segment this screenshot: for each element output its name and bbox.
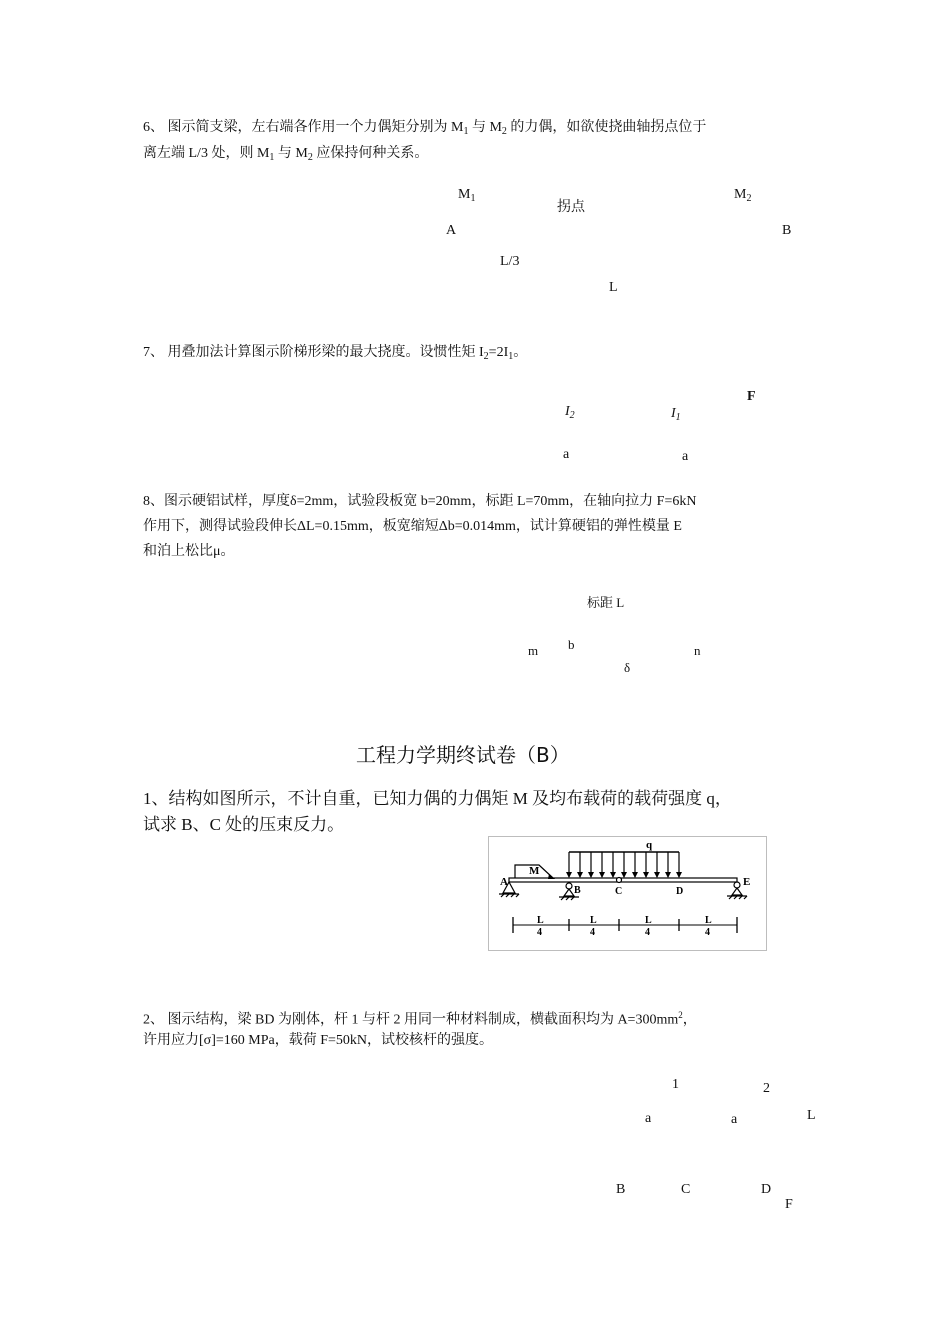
- exam-b-q2-line2: 许用应力[σ]=160 MPa，载荷 F=50kN，试校核杆的强度。: [143, 1033, 494, 1048]
- distributed-load-arrowheads: [566, 872, 682, 878]
- seg4-num: L: [705, 915, 712, 926]
- q6-label-b: B: [782, 223, 792, 238]
- q8-text-line1: 8、图示硬铝试样，厚度δ=2mm，试验段板宽 b=20mm，标距 L=70mm，在轴向拉力 F=6kN: [143, 494, 697, 509]
- seg1-den: 4: [537, 927, 542, 938]
- q6-text-line2: [143, 143, 428, 165]
- subscript: 1: [269, 152, 275, 163]
- hinge-c: [617, 878, 622, 883]
- q2-label-a1: a: [645, 1111, 652, 1126]
- subscript: 1: [508, 351, 514, 362]
- subscript: 2: [307, 152, 313, 163]
- label-c: C: [615, 886, 623, 897]
- label-d: D: [676, 886, 684, 897]
- seg2-num: L: [590, 915, 597, 926]
- q8-label-delta: δ: [624, 660, 631, 675]
- q8-label-n: n: [694, 643, 701, 658]
- label-text: M: [734, 187, 747, 202]
- q2-label-b: B: [616, 1182, 626, 1197]
- label-m: M: [529, 865, 540, 877]
- superscript: 2: [678, 1010, 683, 1020]
- q2-label-c: C: [681, 1182, 691, 1197]
- q6-text: 6、 图示简支梁，左右端各作用一个力偶矩分别为 M: [143, 120, 464, 135]
- beam-figure-drawing: [489, 837, 766, 950]
- q2-label-bar1: 1: [672, 1077, 679, 1092]
- q2-label-a2: a: [731, 1112, 738, 1127]
- exam-b-q1-line1: 1、结构如图所示，不计自重，已知力偶的力偶矩 M 及均布载荷的载荷强度 q，: [143, 789, 732, 808]
- q8-text-line2: 作用下，测得试验段伸长ΔL=0.15mm，板宽缩短Δb=0.014mm，试计算硬铝的弹性模量 E: [143, 519, 682, 534]
- q2-label-bar2: 2: [763, 1081, 770, 1096]
- q2-label-d: D: [761, 1182, 772, 1197]
- q6-text: 应保持何种关系。: [312, 146, 429, 161]
- q7-label-i2: [565, 404, 575, 420]
- exam-b-title: 工程力学期终试卷（B）: [356, 743, 570, 767]
- q6-label-inflection: 拐点: [557, 200, 585, 215]
- q6-text: 离左端 L/3 处，则 M: [143, 146, 270, 161]
- label-b: B: [574, 885, 581, 896]
- label-a: A: [500, 876, 508, 888]
- q6-label-m2: [734, 187, 751, 203]
- q8-label-b: b: [568, 637, 575, 652]
- beam-body: [509, 878, 737, 882]
- q7-text-part: 。: [513, 345, 528, 360]
- subscript: 2: [501, 126, 507, 137]
- q7-label-a1: a: [563, 447, 570, 462]
- q7-label-i1: [671, 406, 681, 422]
- q6-text: 与 M: [274, 146, 308, 161]
- q8-text-line3: 和泊上松比μ。: [143, 544, 235, 559]
- q6-label-m1: [458, 187, 475, 203]
- q7-text-part: 7、 用叠加法计算图示阶梯形梁的最大挠度。设惯性矩 I: [143, 345, 484, 360]
- subscript: 2: [746, 193, 752, 204]
- label-text: I: [671, 406, 676, 421]
- q2-label-f: F: [785, 1197, 793, 1212]
- subscript: 1: [470, 193, 476, 204]
- q6-label-l3: L/3: [500, 254, 520, 269]
- q2-label-l: L: [807, 1108, 816, 1123]
- label-text: M: [458, 187, 471, 202]
- q2-text: 2、 图示结构，梁 BD 为刚体，杆 1 与杆 2 用同一种材料制成，横截面积均为 A=300mm: [143, 1012, 679, 1028]
- seg4-den: 4: [705, 927, 710, 938]
- q6-text: 与 M: [468, 120, 502, 135]
- exam-b-q1-line2: 试求 B、C 处的压束反力。: [143, 815, 345, 834]
- seg3-den: 4: [645, 927, 650, 938]
- beam-figure: [488, 836, 767, 951]
- q7-text: [143, 342, 527, 364]
- label-q: q: [646, 839, 653, 851]
- q2-text: ，: [682, 1012, 697, 1028]
- q6-text: 的力偶，如欲使挠曲轴拐点位于: [506, 120, 707, 135]
- label-text: I: [565, 404, 570, 419]
- label-e: E: [743, 876, 751, 888]
- q8-label-m: m: [528, 643, 539, 658]
- q6-text-line1: [143, 117, 706, 139]
- subscript: 2: [569, 410, 575, 421]
- subscript: 1: [463, 126, 469, 137]
- seg3-num: L: [645, 915, 652, 926]
- seg2-den: 4: [590, 927, 595, 938]
- exam-b-q2-line1: [143, 1004, 697, 1032]
- q7-label-a2: a: [682, 449, 689, 464]
- seg1-num: L: [537, 915, 544, 926]
- couple-arrowhead: [548, 874, 555, 879]
- dimension-fractions: [534, 915, 712, 938]
- q7-text-part: =2I: [488, 345, 509, 360]
- subscript: 1: [675, 412, 681, 423]
- q8-label-gauge: 标距 L: [587, 595, 625, 610]
- q7-label-f: F: [747, 389, 756, 404]
- q6-label-l: L: [609, 280, 618, 295]
- q6-label-a: A: [446, 223, 457, 238]
- subscript: 2: [483, 351, 489, 362]
